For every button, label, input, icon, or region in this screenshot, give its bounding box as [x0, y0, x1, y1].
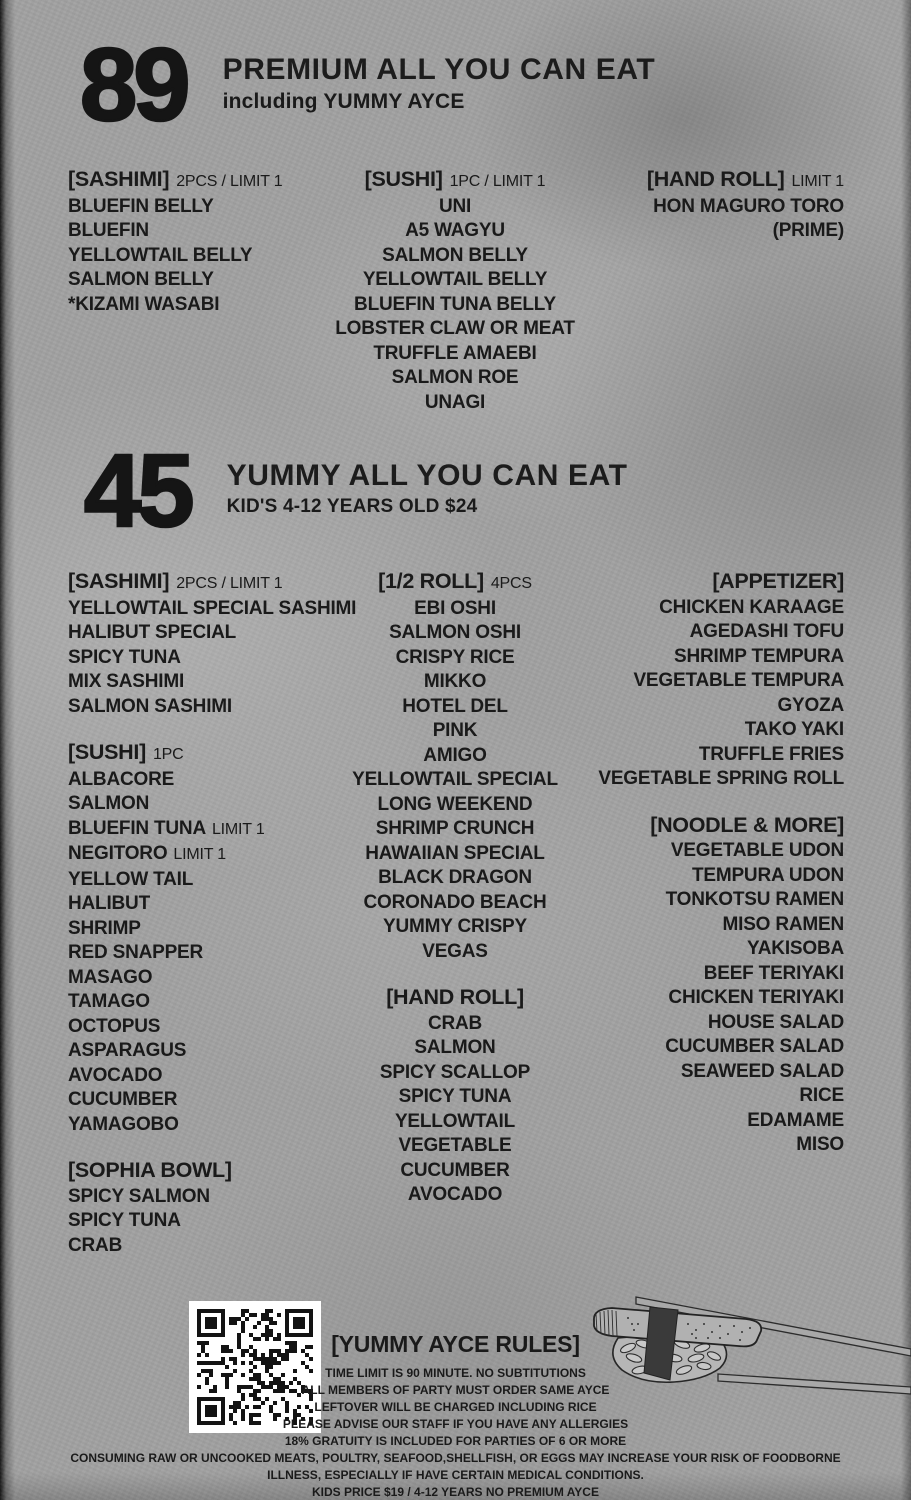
menu-item: AGEDASHI TOFU [689, 621, 844, 642]
menu-item: CHICKEN KARAAGE [659, 596, 844, 618]
menu-item: SALMON BELLY [382, 244, 528, 266]
menu-item: SPICY TUNA [68, 1210, 181, 1231]
menu-item: TRUFFLE AMAEBI [373, 342, 537, 364]
menu-item: GYOZA [777, 694, 844, 716]
section-title: [1/2 ROLL] [378, 569, 484, 593]
rules-header: [YUMMY AYCE RULES] [331, 1331, 580, 1357]
section-note: 4PCS [490, 575, 532, 592]
section-title: [NOODLE & MORE] [650, 812, 844, 837]
section-header [554, 813, 844, 840]
menu-item: PINK [432, 720, 478, 741]
yummy-right-column [554, 569, 844, 1158]
menu-item: AMIGO [423, 744, 487, 766]
menu-item: YELLOW TAIL [68, 868, 194, 890]
menu-item: CRAB [68, 1234, 123, 1256]
menu-item: RICE [799, 1085, 844, 1106]
menu-item: VEGETABLE [398, 1135, 512, 1156]
section-note: 2PCS / LIMIT 1 [176, 173, 283, 190]
menu-item: CORONADO BEACH [363, 891, 547, 913]
menu-item: CRAB [427, 1012, 483, 1034]
section-title: [HAND ROLL] [386, 985, 524, 1009]
menu-item: BLUEFIN BELLY [68, 195, 214, 217]
menu-item: EDAMAME [747, 1109, 844, 1131]
yummy-half-roll-section [318, 569, 592, 964]
menu-item: SALMON [414, 1037, 496, 1058]
menu-item: BLUEFIN TUNA LIMIT 1 [68, 817, 265, 839]
premium-section-header [80, 27, 656, 142]
menu-item: RED SNAPPER [68, 942, 204, 963]
menu-item: (PRIME) [772, 220, 844, 241]
menu-item: TEMPURA UDON [691, 864, 844, 886]
menu-item: CUCUMBER SALAD [665, 1036, 844, 1057]
premium-handroll-items [604, 195, 844, 244]
yummy-handroll-items [318, 1012, 592, 1208]
premium-subtitle: including YUMMY AYCE [222, 90, 465, 113]
menu-item: AVOCADO [68, 1064, 163, 1086]
section-note: LIMIT 1 [791, 173, 844, 190]
section-header [318, 985, 592, 1012]
menu-item: A5 WAGYU [405, 220, 505, 241]
menu-item: BLUEFIN TUNA BELLY [354, 293, 556, 315]
menu-item: MIX SASHIMI [68, 671, 185, 692]
section-header [318, 569, 592, 597]
menu-item: LOBSTER CLAW OR MEAT [335, 318, 575, 339]
menu-item: VEGETABLE TEMPURA [633, 670, 844, 691]
menu-item: YELLOWTAIL SPECIAL SASHIMI [68, 597, 357, 619]
section-note: 1PC [152, 746, 184, 763]
yummy-appetizer-section [554, 569, 844, 792]
menu-item: HALIBUT [68, 893, 150, 914]
yummy-subtitle: KID'S 4-12 YEARS OLD $24 [226, 496, 478, 517]
menu-item: YELLOWTAIL [394, 1110, 516, 1132]
menu-item: UNAGI [424, 391, 486, 413]
menu-item: SPICY TUNA [68, 646, 181, 668]
section-title: [SOPHIA BOWL] [68, 1158, 232, 1182]
menu-item: SALMON SASHIMI [68, 695, 232, 717]
premium-handroll-section [604, 167, 844, 244]
premium-sushi-column [318, 167, 592, 415]
section-header [604, 167, 844, 195]
premium-price: 89 [80, 27, 187, 142]
menu-item: BLACK DRAGON [378, 867, 532, 888]
menu-item: SALMON [68, 793, 150, 814]
menu-item: SHRIMP CRUNCH [375, 818, 535, 839]
yummy-noodle-more-items [554, 839, 844, 1158]
rule-line: CONSUMING RAW OR UNCOOKED MEATS, POULTRY, SEAFOOD,SHELLFISH, OR EGGS MAY INCREASE YOUR RISK OF FOODBORNE [70, 1451, 841, 1465]
menu-item: SHRIMP [68, 917, 141, 939]
menu-item: *KIZAMI WASABI [68, 293, 220, 315]
menu-item: CHICKEN TERIYAKI [668, 987, 844, 1008]
menu-item: BEEF TERIYAKI [703, 962, 844, 984]
menu-item: HOTEL DEL [402, 695, 508, 717]
yummy-middle-column [318, 569, 592, 1208]
section-header [318, 167, 592, 195]
section-title: [SUSHI] [68, 740, 146, 764]
rule-line: ALL MEMBERS OF PARTY MUST ORDER SAME AYCE [301, 1383, 610, 1397]
menu-item: TAMAGO [68, 991, 150, 1012]
menu-item: UNI [438, 195, 472, 217]
premium-sushi-items [318, 195, 592, 416]
premium-handroll-column [604, 167, 844, 244]
premium-sushi-section [318, 167, 592, 415]
menu-item: ALBACORE [68, 768, 175, 790]
menu-item: SPICY TUNA [398, 1086, 512, 1107]
yummy-price: 45 [84, 433, 191, 548]
menu-item: CUCUMBER [400, 1159, 510, 1181]
menu-item: YAMAGOBO [68, 1113, 179, 1135]
menu-item: HALIBUT SPECIAL [68, 622, 237, 643]
menu-item: TRUFFLE FRIES [698, 743, 844, 765]
menu-item: LONG WEEKEND [377, 793, 533, 815]
menu-item: EBI OSHI [414, 597, 496, 619]
menu-item: HOUSE SALAD [707, 1011, 844, 1033]
section-title: [SUSHI] [364, 167, 443, 191]
rule-line: ILLNESS, ESPECIALLY IF HAVE CERTAIN MEDICAL CONDITIONS. [267, 1468, 644, 1482]
menu-item: SPICY SCALLOP [379, 1061, 531, 1083]
menu-item: YELLOWTAIL SPECIAL [352, 769, 558, 790]
menu-item: AVOCADO [407, 1184, 503, 1205]
menu-item: VEGETABLE UDON [670, 840, 844, 861]
menu-item: YAKISOBA [747, 938, 844, 959]
menu-item: ASPARAGUS [68, 1040, 187, 1061]
menu-item: OCTOPUS [68, 1015, 161, 1037]
menu-item: VEGETABLE SPRING ROLL [598, 768, 844, 789]
menu-item: TONKOTSU RAMEN [665, 889, 844, 910]
menu-item: TAKO YAKI [744, 719, 844, 740]
menu-item: MISO RAMEN [722, 913, 844, 935]
rule-line: TIME LIMIT IS 90 MINUTE. NO SUBTITUTIONS [325, 1366, 586, 1380]
yummy-appetizer-items [554, 596, 844, 792]
yummy-handroll-section [318, 985, 592, 1208]
rule-line: PLEASE ADVISE OUR STAFF IF YOU HAVE ANY ALLERGIES [282, 1417, 629, 1431]
menu-item: CUCUMBER [68, 1089, 178, 1110]
menu-item: SALMON ROE [391, 367, 519, 388]
rule-line: LEFTOVER WILL BE CHARGED INCLUDING RICE [314, 1400, 597, 1414]
menu-item: SPICY SALMON [68, 1185, 210, 1207]
section-title: [SASHIMI] [68, 569, 170, 593]
menu-item: YELLOWTAIL BELLY [68, 244, 253, 266]
menu-item: MISO [796, 1134, 844, 1155]
section-title: [HAND ROLL] [646, 167, 785, 191]
yummy-noodle-more-section [554, 813, 844, 1158]
rule-line: KIDS PRICE $19 / 4-12 YEARS NO PREMIUM AYCE [312, 1485, 599, 1499]
menu-item: BLUEFIN [68, 220, 149, 241]
rule-line: 18% GRATUITY IS INCLUDED FOR PARTIES OF 6 OR MORE [284, 1434, 627, 1448]
menu-item: MIKKO [423, 671, 487, 692]
menu-item: YELLOWTAIL BELLY [362, 269, 548, 290]
section-header [554, 569, 844, 596]
section-title: [APPETIZER] [712, 569, 844, 593]
menu-item: NEGITORO LIMIT 1 [68, 843, 226, 864]
rules-lines [0, 1365, 911, 1500]
section-title: [SASHIMI] [68, 167, 170, 191]
menu-item: SALMON BELLY [68, 269, 214, 290]
menu-item: HAWAIIAN SPECIAL [365, 842, 545, 864]
menu-item: VEGAS [422, 940, 488, 962]
section-note: 2PCS / LIMIT 1 [176, 575, 283, 592]
yummy-half-roll-items [318, 597, 592, 965]
premium-title: PREMIUM ALL YOU CAN EAT [222, 53, 656, 86]
yummy-title: YUMMY ALL YOU CAN EAT [226, 459, 628, 492]
menu-item: SHRIMP TEMPURA [674, 645, 844, 667]
ayce-rules-block [0, 1331, 911, 1500]
yummy-section-header [84, 433, 628, 548]
menu-item: MASAGO [68, 966, 153, 988]
menu-item: SALMON OSHI [389, 622, 521, 643]
menu-item: YUMMY CRISPY [383, 916, 527, 937]
menu-item: HON MAGURO TORO [653, 195, 844, 217]
menu-item: SEAWEED SALAD [680, 1060, 844, 1082]
section-note: 1PC / LIMIT 1 [449, 173, 546, 190]
menu-item: CRISPY RICE [395, 646, 515, 668]
